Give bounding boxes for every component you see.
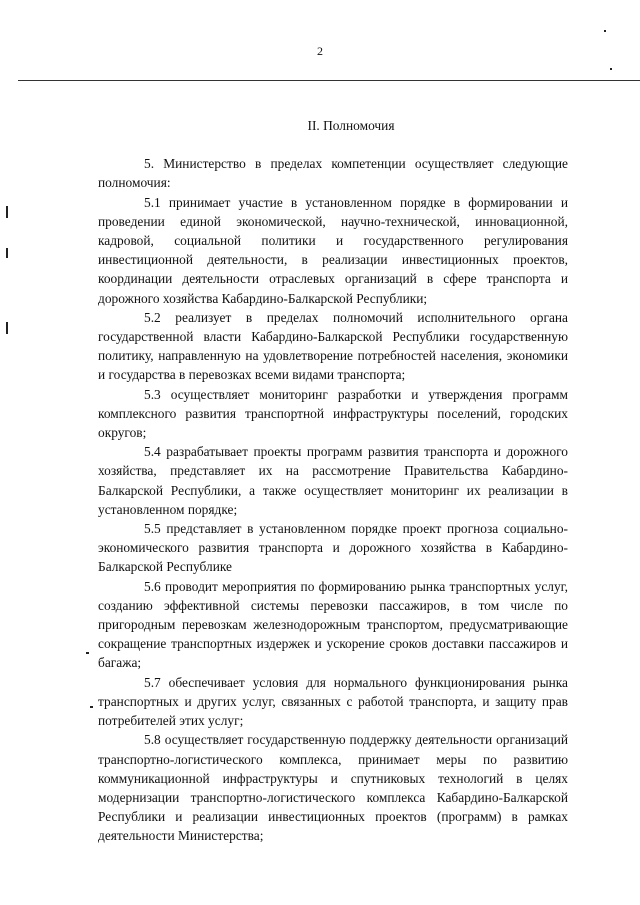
paragraph: 5.3 осуществляет мониторинг разработки и утверждения программ комплексного развития транспортной инфраструктуры поселений, городских округов; <box>98 386 568 441</box>
scan-mark <box>6 248 8 258</box>
paragraph: 5.4 разрабатывает проекты программ развития транспорта и дорожного хозяйства, представляет их на рассмотрение Правительства Кабардино-Балкарской Республики, а также осуществляет мониторинг их реализации в установленном порядке; <box>98 444 568 517</box>
paragraph: 5.8 осуществляет государственную поддержку деятельности организаций транспортно-логистического комплекса, принимает меры по развитию коммуникационной инфраструктуры и спутниковых технологий в целях модернизации транспортно-логистического комплекса Кабардино-Балкарской Республики и реализации инвестиционных проектов (программ) в рамках деятельности Министерства; <box>98 732 568 844</box>
scan-mark <box>86 652 89 654</box>
paragraph: 5.5 представляет в установленном порядке проект прогноза социально-экономического развития транспорта и дорожного хозяйства в Кабардино-Балкарской Республике <box>98 521 568 575</box>
header-rule <box>18 80 640 81</box>
paragraph: 5.6 проводит мероприятия по формированию рынка транспортных услуг, созданию эффективной системы перевозки пассажиров, в том числе по пригородным перевозкам железнодорожным транспортом, предусматривающие сокращение транспортных издержек и ускорение сроков доставки пассажиров и багажа; <box>98 578 568 671</box>
paragraph: 5.7 обеспечивает условия для нормального функционирования рынка транспортных и других услуг, связанных с работой транспорта, и защиту прав потребителей этих услуг; <box>98 674 568 729</box>
section-title: II. Полномочия <box>307 118 395 133</box>
scan-mark <box>90 706 93 708</box>
document-body <box>98 116 568 846</box>
scan-mark <box>6 322 8 334</box>
paragraph: 5. Министерство в пределах компетенции осуществляет следующие полномочия: <box>98 156 568 191</box>
paragraph: 5.2 реализует в пределах полномочий исполнительного органа государственной власти Кабардино-Балкарской Республики государственную политику, направленную на удовлетворение потребностей населения, экономики и государства в перевозках всеми видами транспорта; <box>98 309 568 383</box>
scan-mark <box>6 206 8 218</box>
scan-mark <box>610 68 612 70</box>
scan-mark <box>604 30 606 32</box>
paragraph: 5.1 принимает участие в установленном порядке в формировании и проведении единой экономической, научно-технической, инновационной, кадровой, социальной политики и государственного регулирования инвестиционной деятельности, в реализации инвестиционных проектов, координации деятельности отраслевых организаций в сфере транспорта и дорожного хозяйства Кабардино-Балкарской Республики; <box>98 194 568 306</box>
page-number: 2 <box>317 44 323 58</box>
